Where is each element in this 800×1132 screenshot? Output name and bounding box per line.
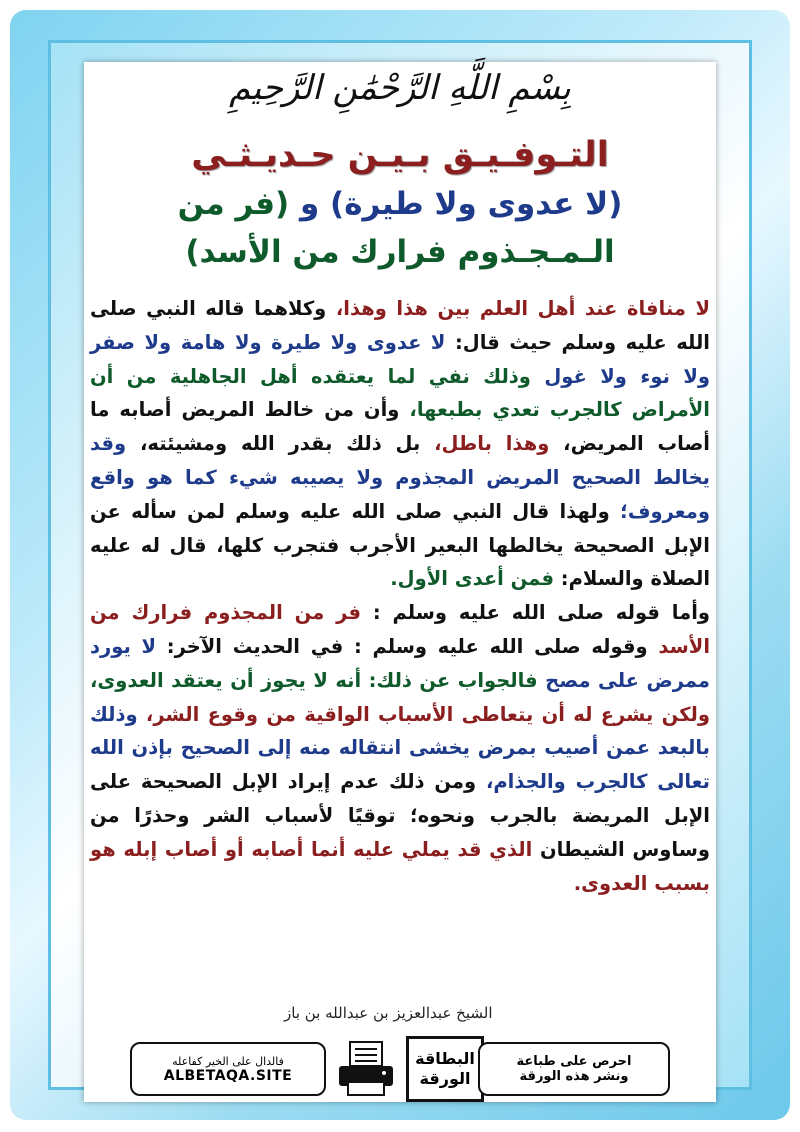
- p2-segment: وأما قوله صلى الله عليه وسلم :: [361, 601, 710, 625]
- logo: [406, 1036, 484, 1102]
- p1-segment: وكلاهما قاله النبي صلى الله عليه وسلم حيث قال:: [90, 297, 710, 354]
- p1-segment: وقد يخالط الصحيح المريض المجذوم ولا يصيبه شيء كما هو واقع ومعروف؛: [90, 432, 710, 523]
- document-page: [84, 62, 716, 1102]
- p2-segment: فالجواب عن ذلك: أنه لا يجوز أن يعتقد العدوى،: [90, 668, 538, 692]
- title-line-2: [104, 180, 696, 228]
- p1-segment: وهذا باطل،: [420, 432, 550, 456]
- print-notice-line-1: احرص على طباعة: [516, 1054, 632, 1069]
- printer-icon: [336, 1040, 396, 1098]
- author-signature: الشيخ عبدالعزيز بن عبدالله بن باز: [284, 1004, 493, 1022]
- title-line-1: التـوفـيـق بـيـن حـديـثـي: [191, 135, 609, 175]
- p1-segment: فمن أعدى الأول.: [390, 567, 555, 591]
- p1-segment: لا عدوى ولا طيرة ولا هامة ولا صفر ولا نوء ولا غول: [90, 330, 710, 388]
- logo-line-2: الورقة: [419, 1069, 471, 1088]
- body-text: [90, 292, 710, 900]
- p2-segment: ولكن يشرع له أن يتعاطى الأسباب الواقية من وقوع الشر،: [137, 702, 710, 726]
- paragraph-2: [90, 596, 710, 900]
- website-box[interactable]: [130, 1042, 326, 1096]
- website-link[interactable]: ALBETAQA.SITE: [163, 1067, 293, 1084]
- p2-segment: الذي قد يملي عليه أنما أصابه أو أصاب إبله هو بسبب العدوى.: [90, 837, 710, 895]
- p2-segment: وقوله صلى الله عليه وسلم : في الحديث الآخر:: [156, 634, 648, 658]
- title-line-2-part-b: (فر من: [177, 186, 290, 222]
- p2-segment: فر من المجذوم فرارك من الأسد: [90, 601, 711, 658]
- page-title: [104, 130, 696, 276]
- p1-segment: وذلك نفي لما يعتقده أهل الجاهلية من أن الأمراض كالجرب تعدي بطبعها،: [90, 364, 710, 422]
- p1-segment: ولهذا قال النبي صلى الله عليه وسلم لمن سأله عن الإبل الصحيحة يخالطها البعير الأجرب فتجرب كلها، قال له عليه الصلاة والسلام:: [90, 499, 710, 591]
- p2-segment: ومن ذلك عدم إيراد الإبل الصحيحة على الإبل المريضة بالجرب ونحوه؛ توقيًا لأسباب الشر وحذرًا من وساوس الشيطان: [90, 770, 710, 861]
- title-line-2-part-a: (لا عدوى ولا طيرة) و: [300, 186, 623, 222]
- p1-segment: بل ذلك بقدر الله ومشيئته،: [126, 432, 421, 456]
- p1-segment: لا منافاة عند أهل العلم بين هذا وهذا،: [326, 297, 710, 320]
- p2-segment: لا يورد ممرض على مصح: [90, 634, 710, 692]
- footer-bar: [130, 1036, 670, 1102]
- print-notice-line-2: ونشر هذه الورقة: [519, 1069, 629, 1084]
- p2-segment: وذلك بالبعد عمن أصيب بمرض يخشى انتقاله منه إلى الصحيح بإذن الله تعالى كالجرب والجذام،: [90, 702, 710, 794]
- print-notice-box: [478, 1042, 670, 1096]
- p1-segment: وأن من خالط المريض أصابه ما أصاب المريض،: [90, 398, 710, 456]
- logo-line-1: البطاقة: [415, 1049, 475, 1068]
- title-line-3: الـمـجـذوم فرارك من الأسد): [185, 234, 615, 270]
- basmala-calligraphy: بِسْمِ اللَّهِ الرَّحْمَٰنِ الرَّحِيمِ: [229, 68, 571, 108]
- paragraph-1: [90, 292, 710, 596]
- proverb-text: فالدال على الخير كفاعله: [172, 1054, 284, 1068]
